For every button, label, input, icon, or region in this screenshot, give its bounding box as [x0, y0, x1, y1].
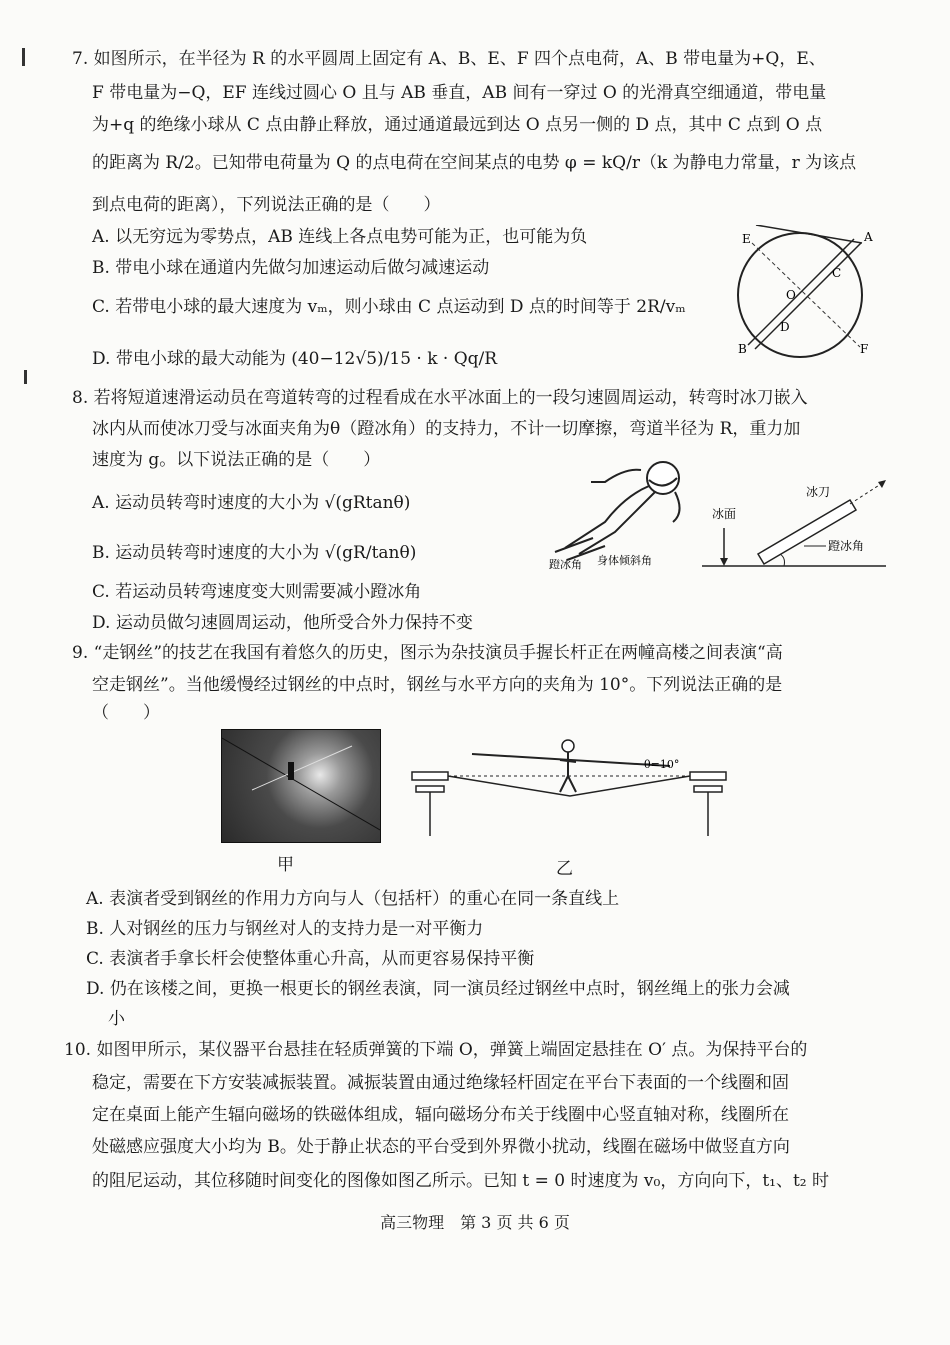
stomp-angle-label: 蹬冰角 [549, 558, 582, 571]
q8-skater-figure [545, 452, 695, 572]
q7-option-c: C. 若带电小球的最大速度为 vₘ，则小球由 C 点运动到 D 点的时间等于 2R/vₘ [92, 297, 686, 317]
binding-mark [24, 370, 27, 384]
blade-label: 冰刀 [806, 485, 831, 499]
q9-line-3: （ ） [92, 703, 160, 723]
left-building-top [412, 772, 448, 780]
arrow-head-icon [878, 480, 886, 488]
theta-label: θ=10° [644, 758, 680, 771]
q8-option-c: C. 若运动员转弯速度变大则需要减小蹬冰角 [92, 582, 422, 602]
ef-dashed-line [752, 243, 860, 347]
caption-jia: 甲 [277, 855, 294, 875]
binding-mark [22, 48, 25, 66]
skater-arm [591, 470, 641, 482]
q7-line-1: 7. 如图所示，在半径为 R 的水平圆周上固定有 A、B、E、F 四个点电荷，A、B 带电量为+Q，E、 [72, 49, 826, 69]
label-c: C [832, 266, 842, 280]
label-o: O [786, 288, 796, 302]
label-f: F [860, 342, 869, 356]
wire-line [222, 738, 380, 830]
q9-diagram-yi [408, 732, 733, 840]
q8-line-2: 冰内从而使冰刀受与冰面夹角为θ（蹬冰角）的支持力，不计一切摩擦，弯道半径为 R，重力加 [92, 419, 801, 439]
performer-head [562, 740, 574, 752]
q9-option-d-line-2: 小 [108, 1009, 125, 1029]
q9-option-d-line-1: D. 仍在该楼之间，更换一根更长的钢丝表演，同一演员经过钢丝中点时，钢丝绳上的张力会减 [86, 979, 790, 999]
angle-arc [780, 554, 785, 566]
stomp-angle-label-2: 蹬冰角 [828, 539, 865, 553]
label-d: D [780, 320, 790, 334]
q7-circle-figure [720, 225, 880, 365]
label-a: A [864, 230, 873, 244]
q7-option-d: D. 带电小球的最大动能为 (40−12√5)/15 · k · Qq/R [92, 349, 498, 369]
right-building-top [690, 772, 726, 780]
q10-line-4: 处磁感应强度大小均为 B。处于静止状态的平台受到外界微小扰动，线圈在磁场中做竖直方向 [92, 1137, 790, 1157]
balance-pole [472, 754, 670, 766]
q7-option-b: B. 带电小球在通道内先做匀加速运动后做匀减速运动 [92, 258, 490, 278]
q10-line-3: 定在桌面上能产生辐向磁场的铁磁体组成，辐向磁场分布关于线圈中心竖直轴对称，线圈所在 [92, 1105, 789, 1125]
q7-line-2: F 带电量为−Q，EF 连线过圆心 O 且与 AB 垂直，AB 间有一穿过 O 的光滑真空细通道，带电量 [92, 83, 827, 103]
q9-line-2: 空走钢丝”。当他缓慢经过钢丝的中点时，钢丝与水平方向的夹角为 10°。下列说法正确的是 [92, 675, 783, 695]
q9-option-c: C. 表演者手拿长杆会使整体重心升高，从而更容易保持平衡 [86, 949, 535, 969]
q9-option-b: B. 人对钢丝的压力与钢丝对人的支持力是一对平衡力 [86, 919, 484, 939]
q10-line-2: 稳定，需要在下方安装减振装置。减振装置由通过绝缘轻杆固定在平台下表面的一个线圈和固 [92, 1073, 789, 1093]
q7-line-4: 的距离为 R/2。已知带电荷量为 Q 的点电荷在空间某点的电势 φ = kQ/r（k 为静电力常量，r 为该点 [92, 153, 857, 173]
label-b: B [738, 342, 747, 356]
q8-line-1: 8. 若将短道速滑运动员在弯道转弯的过程看成在水平冰面上的一段匀速圆周运动，转弯时冰刀嵌入 [72, 388, 808, 408]
q10-line-1: 10. 如图甲所示，某仪器平台悬挂在轻质弹簧的下端 O，弹簧上端固定悬挂在 O′ 点。为保持平台的 [64, 1040, 808, 1060]
performer-body [560, 752, 576, 792]
q9-photo-jia [221, 729, 381, 843]
figure-circle [738, 233, 862, 357]
blade-shape [758, 500, 856, 564]
q9-line-1: 9. “走钢丝”的技艺在我国有着悠久的历史，图示为杂技演员手握长杆正在两幢高楼之间表演“高 [72, 643, 783, 663]
q8-blade-figure [700, 470, 890, 575]
ice-surface-label: 冰面 [712, 507, 737, 521]
q7-option-a: A. 以无穷远为零势点，AB 连线上各点电势可能为正，也可能为负 [92, 227, 588, 247]
lean-angle-label: 身体倾斜角 [597, 554, 652, 567]
pole-line [252, 746, 352, 790]
q8-option-b: B. 运动员转弯时速度的大小为 √(gR/tanθ) [92, 543, 417, 563]
performer-figure [288, 762, 294, 780]
force-direction-line [850, 482, 884, 504]
q8-option-d: D. 运动员做匀速圆周运动，他所受合外力保持不变 [92, 613, 473, 633]
q7-line-3: 为+q 的绝缘小球从 C 点由静止释放，通过通道最远到达 O 点另一侧的 D 点，其中 C 点到 O 点 [92, 115, 823, 135]
q8-line-3: 速度为 g。以下说法正确的是（ ） [92, 450, 381, 470]
q7-line-5: 到点电荷的距离），下列说法正确的是（ ） [92, 195, 441, 215]
q8-option-a: A. 运动员转弯时速度的大小为 √(gRtanθ) [92, 493, 411, 513]
label-e: E [742, 232, 751, 246]
caption-yi: 乙 [556, 859, 573, 879]
q9-option-a: A. 表演者受到钢丝的作用力方向与人（包括杆）的重心在同一条直线上 [86, 889, 620, 909]
helmet-icon [647, 462, 679, 494]
page-footer: 高三物理 第 3 页 共 6 页 [380, 1213, 570, 1232]
q10-line-5: 的阻尼运动，其位移随时间变化的图像如图乙所示。已知 t = 0 时速度为 v₀，方向向下，t₁、t₂ 时 [92, 1171, 830, 1191]
